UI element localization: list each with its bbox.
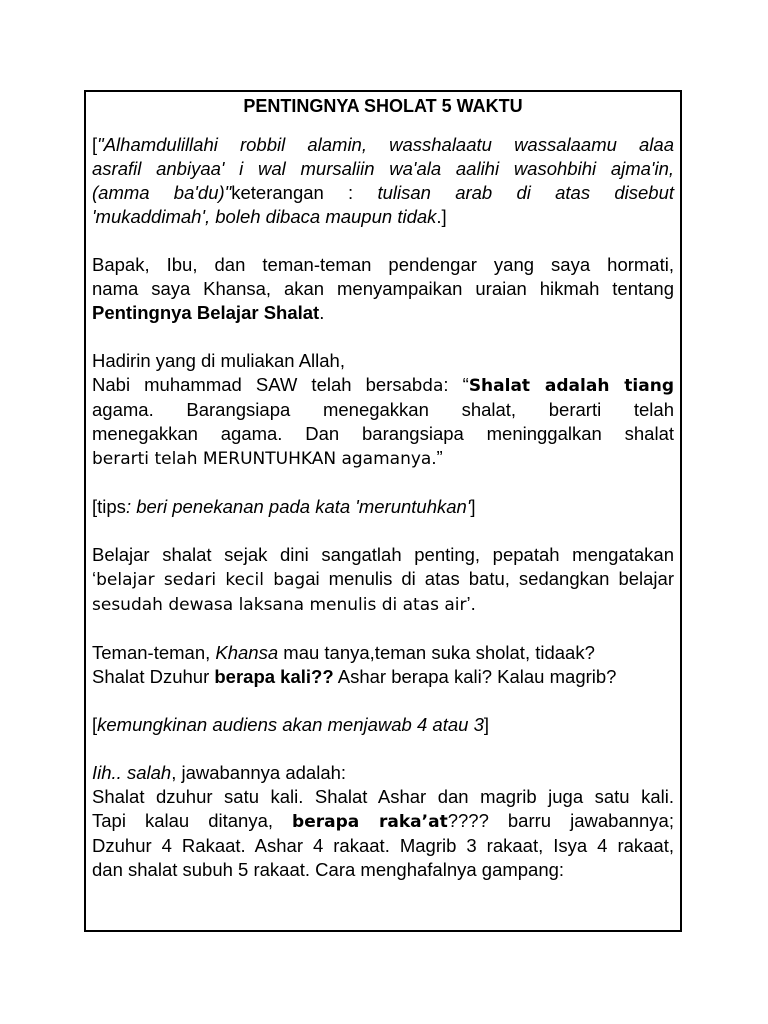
answer-line-4: Dzuhur 4 Rakaat. Ashar 4 rakaat. Magrib 3 rakaat, Isya 4 rakaat, — [92, 835, 674, 856]
hadith-paragraph — [92, 349, 674, 471]
bracket-close: ] — [470, 496, 476, 517]
document-page — [84, 90, 682, 932]
intro-line-1 — [92, 133, 674, 157]
answer-text-1: Tapi kalau ditanya, — [92, 810, 293, 831]
answer-line-2: Shalat dzuhur satu kali. Shalat Ashar dan magrib juga satu kali. — [92, 786, 674, 807]
topic-title: Pentingnya Belajar Shalat — [92, 302, 320, 323]
keterangan-label: keterangan : — [231, 182, 354, 203]
hadith-line-4: menegakkan agama. Dan barangsiapa meninggalkan shalat — [92, 423, 674, 444]
answer-line-5: dan shalat subuh 5 rakaat. Cara menghafalnya gampang: — [92, 859, 565, 880]
audience-note — [92, 713, 674, 737]
tips-label: [tips — [92, 496, 126, 517]
period: . — [319, 302, 325, 323]
proverb-line-2 — [92, 567, 674, 592]
question-paragraph — [92, 641, 674, 689]
speaker-name: Khansa — [215, 642, 279, 663]
bracket-close: ] — [483, 714, 489, 735]
proverb-line-1: Belajar shalat sejak dini sangatlah penting, pepatah mengatakan — [92, 544, 674, 565]
intro-line-4 — [92, 205, 674, 229]
proverb-text-1: ai menulis di atas batu, sedangkan belajar — [305, 568, 674, 589]
hadith-line-2 — [92, 373, 674, 398]
answer-bold: berapa raka’at — [292, 812, 448, 832]
greeting-line-3 — [92, 301, 674, 325]
hadith-quote-end: berarti telah MERUNTUHKAN agamanya — [92, 449, 432, 469]
answer-line-1 — [92, 761, 674, 785]
hadith-quote-bold: Shalat adalah tiang — [468, 376, 674, 396]
intro-line-2 — [92, 157, 674, 181]
tips-line — [92, 495, 674, 519]
hadith-line-3: agama. Barangsiapa menegakkan shalat, berarti telah — [92, 399, 674, 420]
bracket-open: [ — [92, 714, 98, 735]
question-text-2: Shalat Dzuhur — [92, 666, 215, 687]
quote-close: .” — [431, 447, 443, 468]
quote-open: ‘ — [92, 568, 97, 589]
document-title: PENTINGNYA SHOLAT 5 WAKTU — [243, 96, 523, 116]
bracket-close: .] — [436, 206, 447, 227]
mukaddimah-text-1: "Alhamdulillahi robbil alamin, wasshalaatu wassalaamu alaa — [97, 134, 674, 155]
tips-note — [92, 495, 674, 519]
hadith-line-1: Hadirin yang di muliakan Allah, — [92, 350, 345, 371]
question-text-3: Ashar berapa kali? Kalau magrib? — [333, 666, 617, 687]
note-text-2: 'mukaddimah', boleh dibaca maupun tidak — [92, 206, 437, 227]
hadith-line-5 — [92, 446, 674, 471]
bracket-open: [ — [92, 134, 98, 155]
proverb-paragraph — [92, 543, 674, 617]
greeting-paragraph — [92, 253, 674, 325]
mukaddimah-text-2: asrafil anbiyaa' i wal mursaliin wa'ala aalihi wasohbihi ajma'in, — [92, 158, 674, 179]
answer-line-3 — [92, 809, 674, 834]
proverb-line-3 — [92, 592, 674, 617]
intro-line-3 — [92, 181, 674, 205]
answer-exclaim: Iih.. salah — [92, 762, 172, 783]
question-intro: Teman-teman, — [92, 642, 216, 663]
hadith-intro-alt: da — [422, 376, 444, 396]
question-bold: berapa kali?? — [214, 666, 334, 687]
audience-note-text: kemungkinan audiens akan menjawab 4 atau 3 — [97, 714, 484, 735]
answer-text-2: ???? barru jawabannya; — [447, 810, 674, 831]
audience-note-line — [92, 713, 674, 737]
note-text-1: tulisan arab di atas disebut — [377, 182, 675, 203]
colon-quote: : “ — [443, 374, 469, 395]
proverb-alt-2: sesudah dewasa laksana menulis di atas air — [92, 595, 467, 615]
answer-intro: , jawabannya adalah: — [171, 762, 347, 783]
proverb-alt-1: belajar sedari kecil bag — [96, 570, 306, 590]
intro-paragraph — [92, 133, 674, 229]
greeting-line-1: Bapak, Ibu, dan teman-teman pendengar yang saya hormati, — [92, 254, 674, 275]
mukaddimah-text-3: (amma ba'du)" — [92, 182, 232, 203]
hadith-intro: Nabi muhammad SAW telah bersab — [92, 374, 423, 395]
question-text-1: mau tanya,teman suka sholat, tidaak? — [278, 642, 595, 663]
greeting-line-2: nama saya Khansa, akan menyampaikan uraian hikmah tentang — [92, 278, 674, 299]
question-line-2 — [92, 665, 674, 689]
quote-close: ’. — [466, 593, 476, 614]
question-line-1 — [92, 641, 674, 665]
answer-paragraph — [92, 761, 674, 882]
tips-text: : beri penekanan pada kata 'meruntuhkan' — [125, 496, 471, 517]
